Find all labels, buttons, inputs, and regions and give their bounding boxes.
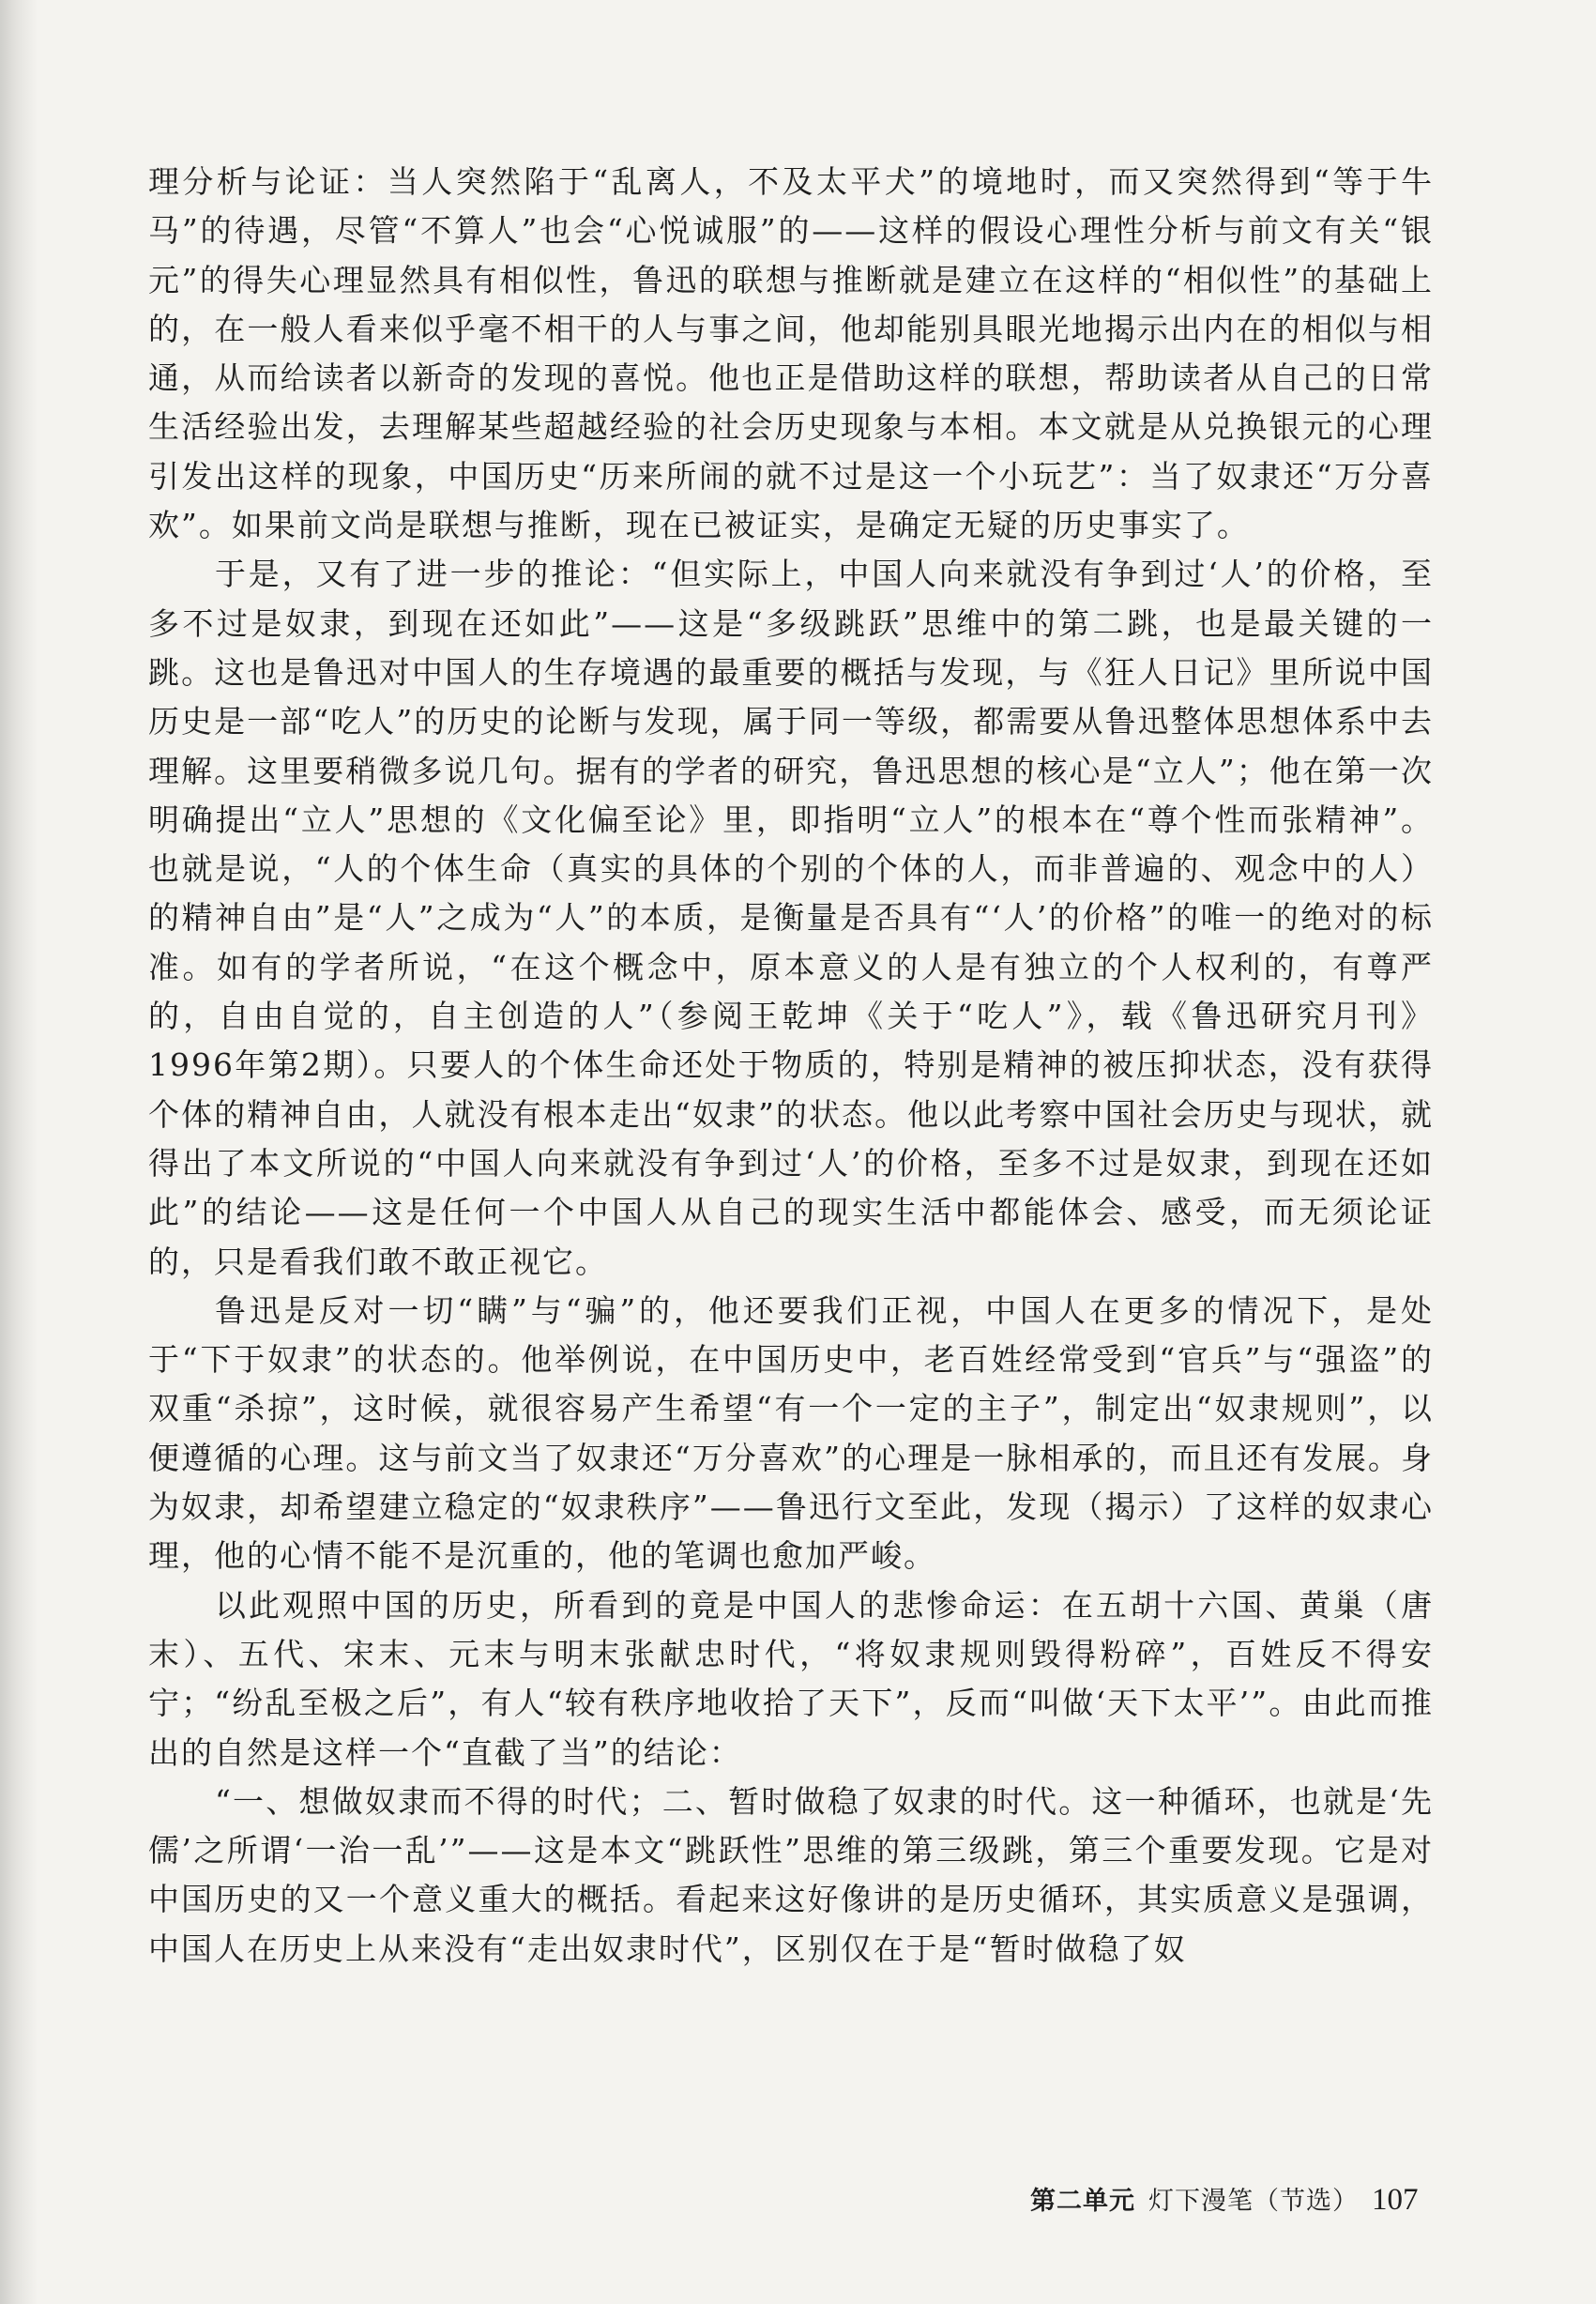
paragraph-4: 以此观照中国的历史，所看到的竟是中国人的悲惨命运：在五胡十六国、黄巢（唐末）、五代、宋末、元末与明末张献忠时代，“将奴隶规则毁得粉碎”，百姓反不得安宁；“纷乱至极之后”，有人“较有秩序地收拾了天下”，反而“叫做‘天下太平’”。由此而推出的自然是这样一个“直截了当”的结论： — [148, 1586, 1434, 1771]
paragraph-1: 理分析与论证：当人突然陷于“乱离人，不及太平犬”的境地时，而又突然得到“等于牛马”的待遇，尽管“不算人”也会“心悦诚服”的——这样的假设心理性分析与前文有关“银元”的得失心理显然具有相似性，鲁迅的联想与推断就是建立在这样的“相似性”的基础上的，在一般人看来似乎毫不相干的人与事之间，他却能别具眼光地揭示出内在的相似与相通，从而给读者以新奇的发现的喜悦。他也正是借助这样的联想，帮助读者从自己的日常生活经验出发，去理解某些超越经验的社会历史现象与本相。本文就是从兑换银元的心理引发出这样的现象，中国历史“历来所闹的就不过是这一个小玩艺”：当了奴隶还“万分喜欢”。如果前文尚是联想与推断，现在已被证实，是确定无疑的历史事实了。 — [148, 163, 1434, 544]
unit-label: 第二单元 — [1030, 2187, 1135, 2216]
page-number: 107 — [1372, 2183, 1419, 2217]
paragraph-3: 鲁迅是反对一切“瞒”与“骗”的，他还要我们正视，中国人在更多的情况下，是处于“下于奴隶”的状态的。他举例说，在中国历史中，老百姓经常受到“官兵”与“强盗”的双重“杀掠”，这时候，就很容易产生希望“有一个一定的主子”，制定出“奴隶规则”，以便遵循的心理。这与前文当了奴隶还“万分喜欢”的心理是一脉相承的，而且还有发展。身为奴隶，却希望建立稳定的“奴隶秩序”——鲁迅行文至此，发现（揭示）了这样的奴隶心理，他的心情不能不是沉重的，他的笔调也愈加严峻。 — [148, 1291, 1434, 1575]
page-body — [148, 158, 1434, 1974]
book-spine-shadow — [0, 0, 38, 2304]
page-footer — [1030, 2180, 1462, 2227]
paragraph-5: “一、想做奴隶而不得的时代；二、暂时做稳了奴隶的时代。这一种循环，也就是‘先儒’之所谓‘一治一乱’”——这是本文“跳跃性”思维的第三级跳，第三个重要发现。它是对中国历史的又一个意义重大的概括。看起来这好像讲的是历史循环，其实质意义是强调，中国人在历史上从来没有“走出奴隶时代”，区别仅在于是“暂时做稳了奴 — [148, 1782, 1434, 1967]
chapter-title: 灯下漫笔（节选） — [1148, 2187, 1359, 2216]
paragraph-2: 于是，又有了进一步的推论：“但实际上，中国人向来就没有争到过‘人’的价格，至多不过是奴隶，到现在还如此”——这是“多级跳跃”思维中的第二跳，也是最关键的一跳。这也是鲁迅对中国人的生存境遇的最重要的概括与发现，与《狂人日记》里所说中国历史是一部“吃人”的历史的论断与发现，属于同一等级，都需要从鲁迅整体思想体系中去理解。这里要稍微多说几句。据有的学者的研究，鲁迅思想的核心是“立人”；他在第一次明确提出“立人”思想的《文化偏至论》里，即指明“立人”的根本在“尊个性而张精神”。也就是说，“人的个体生命（真实的具体的个别的个体的人，而非普遍的、观念中的人）的精神自由”是“人”之成为“人”的本质，是衡量是否具有“‘人’的价格”的唯一的绝对的标准。如有的学者所说，“在这个概念中，原本意义的人是有独立的个人权利的，有尊严的，自由自觉的，自主创造的人”（参阅王乾坤《关于“吃人”》，载《鲁迅研究月刊》1996年第2期）。只要人的个体生命还处于物质的，特别是精神的被压抑状态，没有获得个体的精神自由，人就没有根本走出“奴隶”的状态。他以此考察中国社会历史与现状，就得出了本文所说的“中国人向来就没有争到过‘人’的价格，至多不过是奴隶，到现在还如此”的结论——这是任何一个中国人从自己的现实生活中都能体会、感受，而无须论证的，只是看我们敢不敢正视它。 — [148, 556, 1434, 1280]
